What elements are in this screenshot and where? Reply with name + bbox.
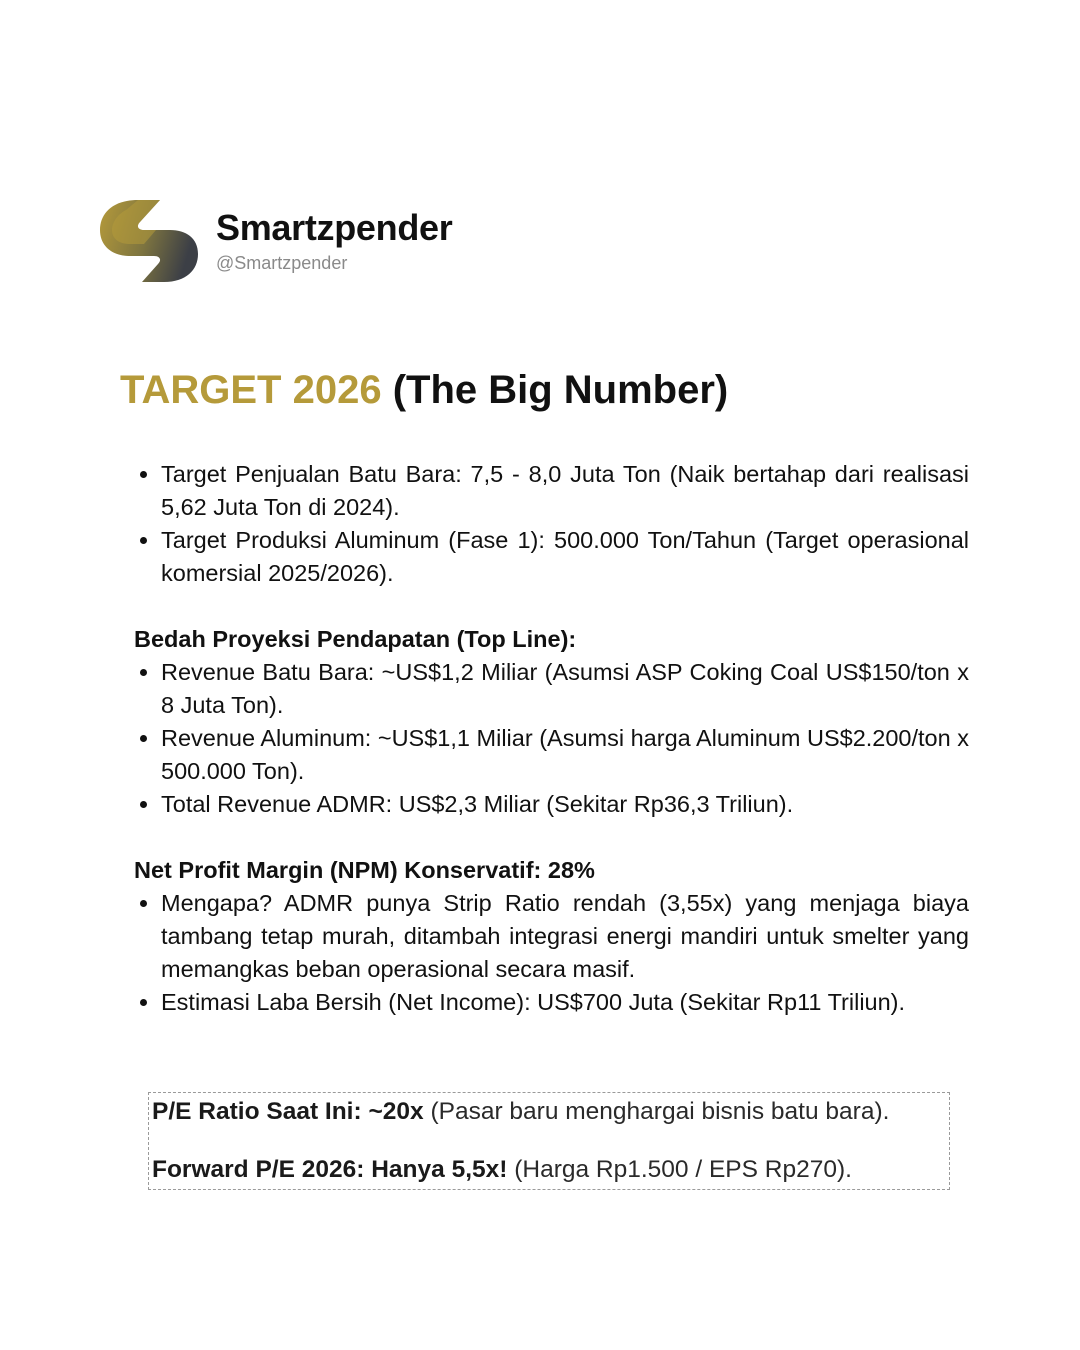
list-item: • Revenue Aluminum: ~US$1,1 Miliar (Asumsi harga Aluminum US$2.200/ton x 500.000 Ton). — [161, 722, 969, 788]
pe-forward-label: Forward P/E 2026: Hanya 5,5x! — [152, 1156, 508, 1183]
smartzpender-s-logo-icon — [98, 196, 200, 286]
list-item: • Target Penjualan Batu Bara: 7,5 - 8,0 Juta Ton (Naik bertahap dari realisasi 5,62 Juta Ton di 2024). — [161, 458, 969, 524]
profile-handle: @Smartzpender — [216, 253, 348, 273]
revenue-list — [134, 656, 969, 821]
list-item: • Total Revenue ADMR: US$2,3 Miliar (Sekitar Rp36,3 Triliun). — [161, 788, 969, 821]
main-content — [134, 458, 969, 1019]
intro-list — [134, 458, 969, 590]
pe-forward-line — [152, 1155, 852, 1185]
pe-current-note: (Pasar baru menghargai bisnis batu bara). — [423, 1098, 890, 1125]
title-rest: (The Big Number) — [392, 368, 729, 412]
pe-ratio-box — [148, 1092, 950, 1190]
list-item: • Mengapa? ADMR punya Strip Ratio rendah (3,55x) yang menjaga biaya tambang tetap murah, ditambah integrasi energi mandiri untuk smelter yang memangkas beban operasional secara masif. — [161, 887, 969, 986]
list-item: • Target Produksi Aluminum (Fase 1): 500.000 Ton/Tahun (Target operasional komersial 2025/2026). — [161, 524, 969, 590]
list-item: • Revenue Batu Bara: ~US$1,2 Miliar (Asumsi ASP Coking Coal US$150/ton x 8 Juta Ton). — [161, 656, 969, 722]
pe-current-line — [152, 1097, 889, 1127]
list-item: • Estimasi Laba Bersih (Net Income): US$700 Juta (Sekitar Rp11 Triliun). — [161, 986, 969, 1019]
pe-forward-note: (Harga Rp1.500 / EPS Rp270). — [507, 1156, 852, 1183]
npm-list — [134, 887, 969, 1019]
revenue-heading: Bedah Proyeksi Pendapatan (Top Line): — [134, 626, 577, 652]
profile-header — [98, 196, 452, 286]
page-title — [120, 362, 728, 418]
pe-current-label: P/E Ratio Saat Ini: ~20x — [152, 1098, 424, 1125]
title-accent: TARGET 2026 — [120, 368, 382, 412]
profile-name: Smartzpender — [216, 207, 453, 248]
npm-heading: Net Profit Margin (NPM) Konservatif: 28% — [134, 857, 595, 883]
